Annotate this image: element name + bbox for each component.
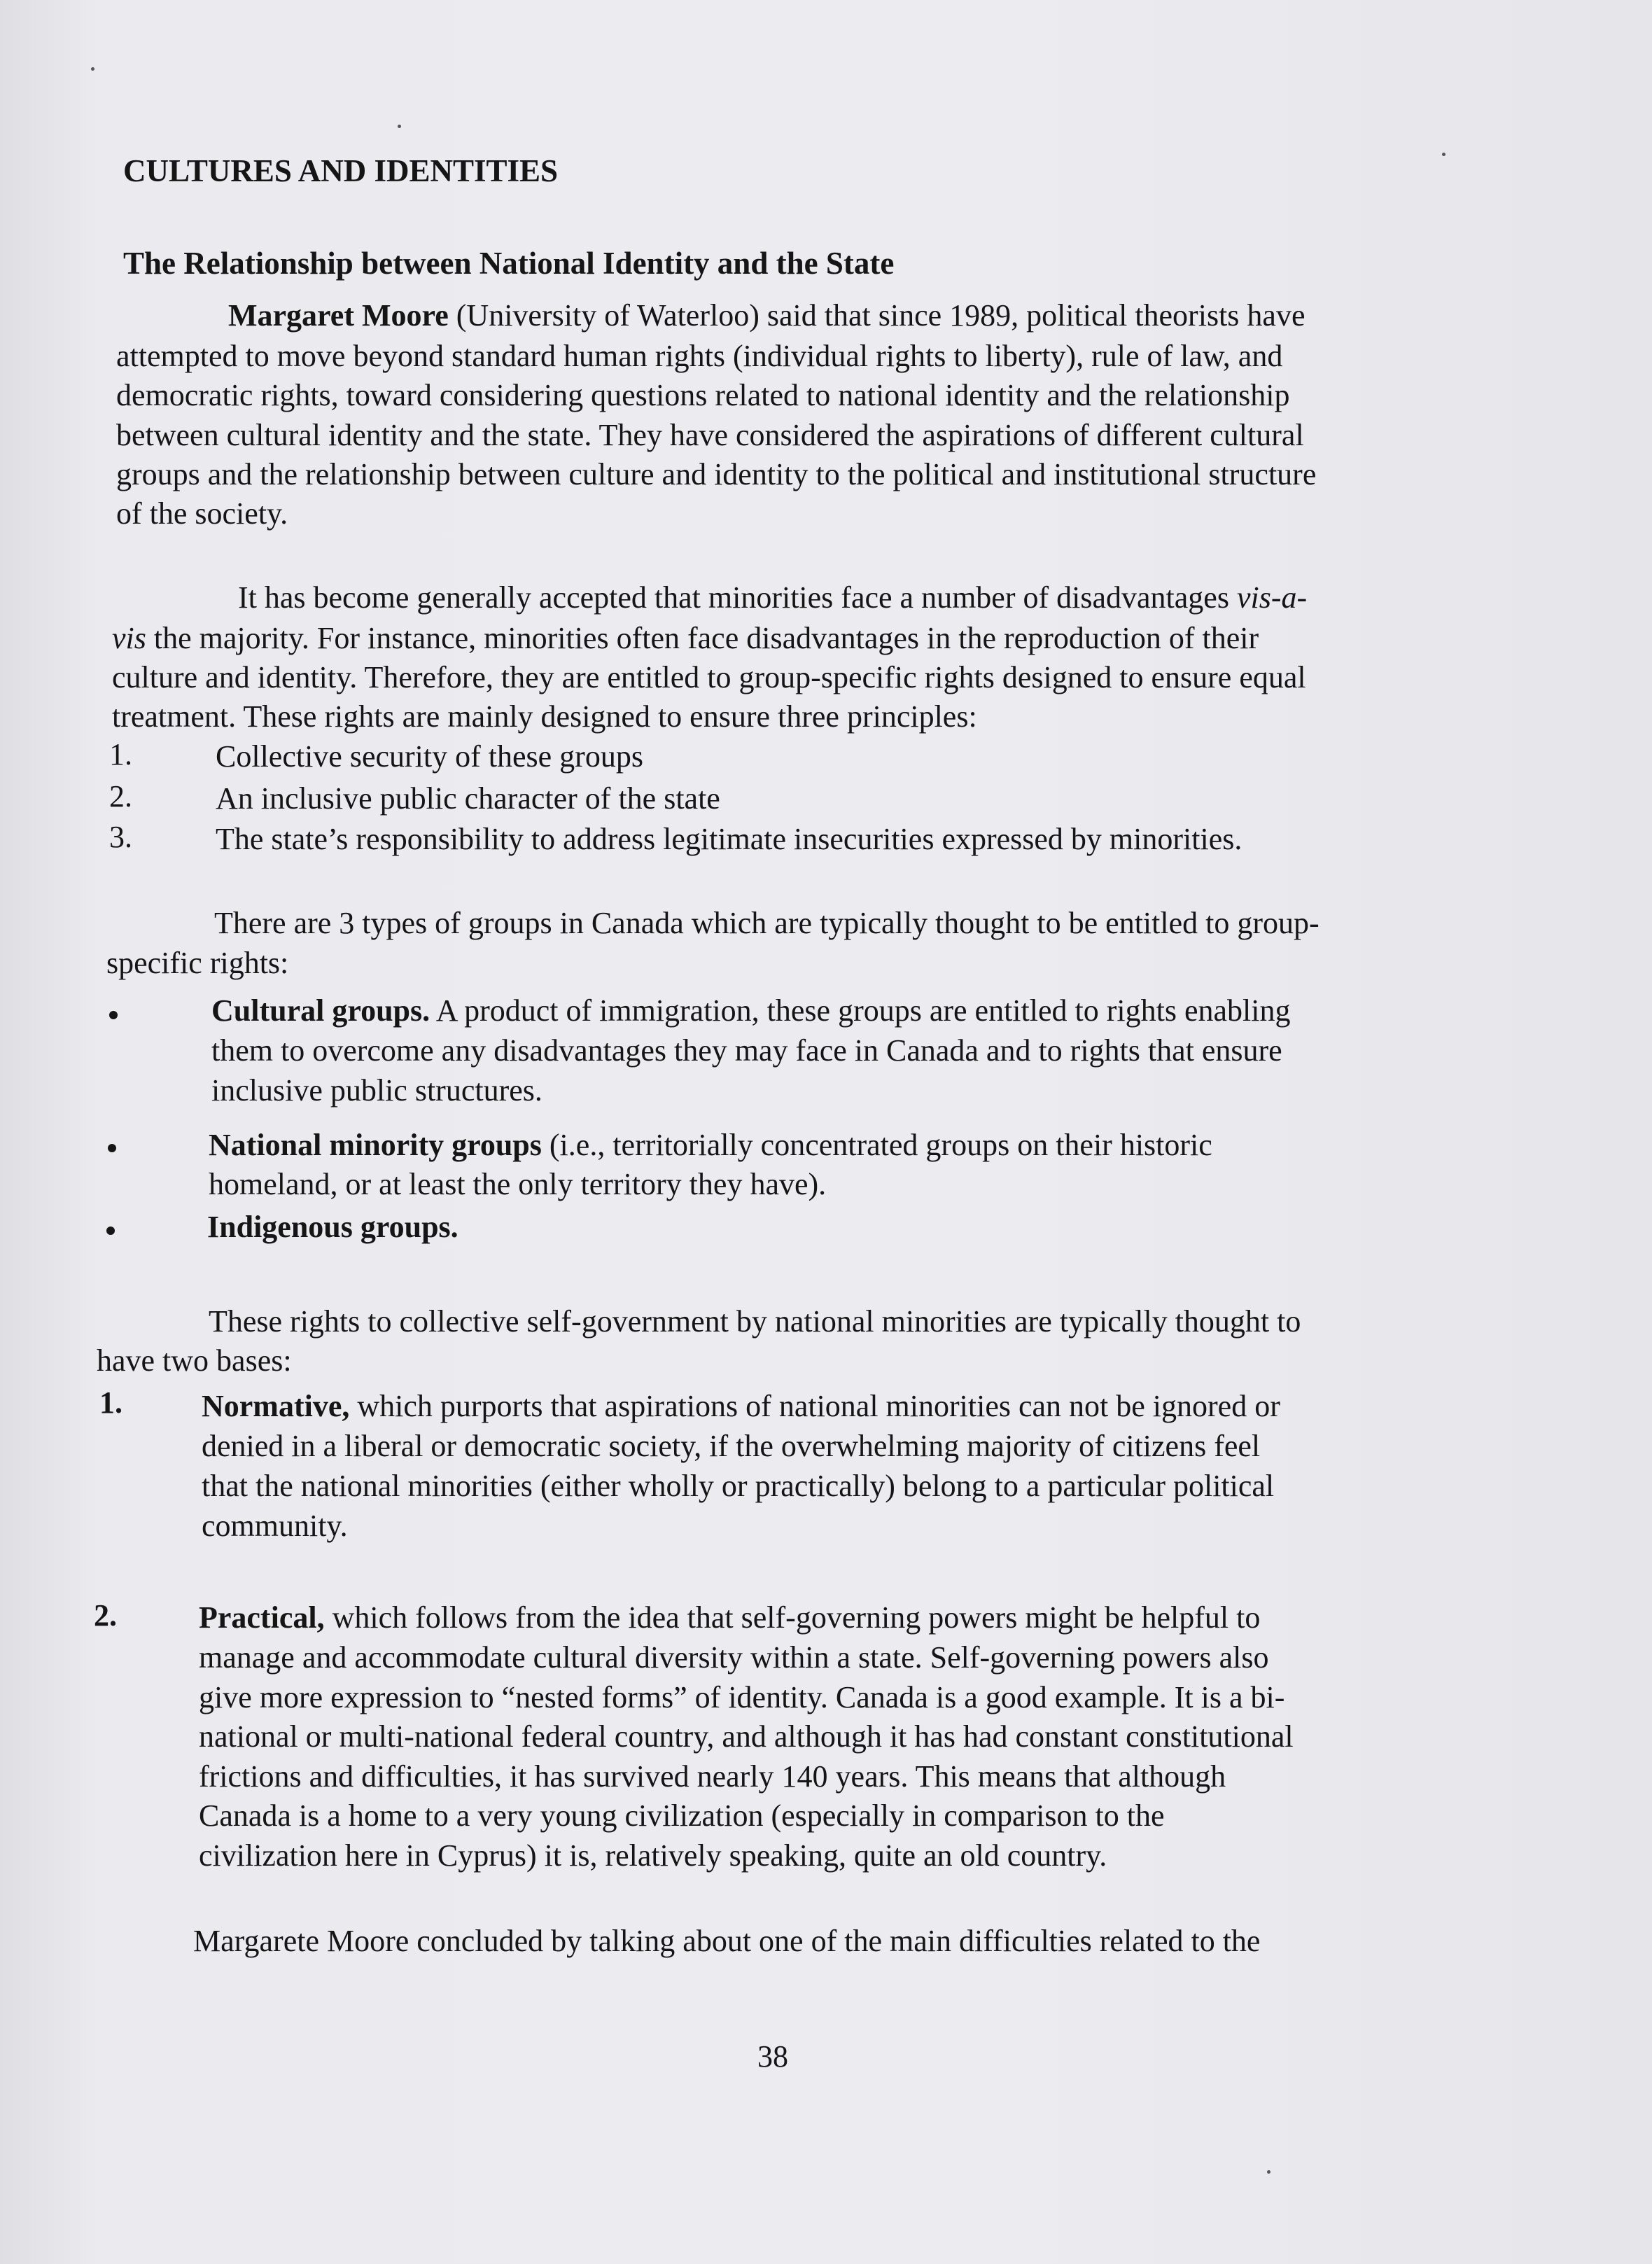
p2-line-3: culture and identity. Therefore, they are entitled to group-specific rights designed to ensure equal [112, 660, 1306, 694]
bullet-icon [106, 1227, 115, 1235]
principle-item: Collective security of these groups [216, 739, 643, 774]
scan-speck [91, 67, 94, 71]
p3-line-1: There are 3 types of groups in Canada which are typically thought to be entitled to group- [214, 906, 1320, 940]
basis-1-line-1: Normative, which purports that aspirations of national minorities can not be ignored or [202, 1389, 1280, 1423]
p2-line-1: It has become generally accepted that minorities face a number of disadvantages vis-a- [238, 580, 1308, 615]
group-item-1-line-2: them to overcome any disadvantages they may face in Canada and to rights that ensure [211, 1033, 1282, 1068]
page-number: 38 [757, 2039, 788, 2074]
scan-speck [398, 125, 401, 128]
scan-speck [1267, 2170, 1270, 2174]
bullet-icon [109, 1011, 118, 1019]
principle-number: 1. [109, 737, 132, 771]
basis-1-line-2: denied in a liberal or democratic society, if the overwhelming majority of citizens feel [202, 1429, 1261, 1463]
p3-line-2: specific rights: [106, 946, 289, 980]
p1-line-3: democratic rights, toward considering questions related to national identity and the relationship [116, 378, 1290, 412]
p1-line-4: between cultural identity and the state. They have considered the aspirations of different cultural [116, 418, 1304, 452]
p1-line-5: groups and the relationship between culture and identity to the political and institutional structure [116, 457, 1317, 491]
basis-term: Normative, [202, 1389, 350, 1423]
speaker-name: Margaret Moore [228, 298, 449, 333]
p4-line-1: These rights to collective self-government by national minorities are typically thought to [209, 1304, 1301, 1339]
basis-number: 2. [94, 1598, 117, 1633]
basis-2-line-3: give more expression to “nested forms” of identity. Canada is a good example. It is a bi- [199, 1680, 1285, 1714]
principle-item: An inclusive public character of the state [216, 781, 720, 816]
p4-line-2: have two bases: [97, 1343, 292, 1378]
basis-number: 1. [99, 1385, 122, 1420]
group-term: Indigenous groups. [207, 1210, 458, 1244]
basis-2-line-5: frictions and difficulties, it has survived nearly 140 years. This means that although [199, 1759, 1226, 1794]
p1-line-6: of the society. [116, 496, 288, 531]
section-title: CULTURES AND IDENTITIES [123, 153, 559, 188]
group-item-2-line-1: National minority groups (i.e., territorially concentrated groups on their historic [209, 1128, 1212, 1162]
group-item-1-line-1: Cultural groups. A product of immigration, these groups are entitled to rights enabling [211, 993, 1291, 1028]
principle-number: 3. [109, 820, 132, 854]
basis-2-line-4: national or multi-national federal country, and although it has had constant constitutional [199, 1719, 1294, 1754]
p5-line-1: Margarete Moore concluded by talking about one of the main difficulties related to the [193, 1924, 1261, 1958]
p1-line-2: attempted to move beyond standard human rights (individual rights to liberty), rule of law, and [116, 339, 1283, 373]
basis-term: Practical, [199, 1600, 325, 1635]
basis-2-line-6: Canada is a home to a very young civilization (especially in comparison to the [199, 1798, 1165, 1833]
group-term: National minority groups [209, 1128, 542, 1162]
p2-line-2: vis the majority. For instance, minorities often face disadvantages in the reproduction of their [112, 621, 1259, 655]
basis-1-line-4: community. [202, 1509, 348, 1543]
bullet-icon [108, 1144, 116, 1152]
group-term: Cultural groups. [211, 993, 430, 1028]
basis-1-line-3: that the national minorities (either wholly or practically) belong to a particular political [202, 1469, 1275, 1503]
principle-item: The state’s responsibility to address legitimate insecurities expressed by minorities. [216, 822, 1242, 856]
group-item-3-line-1 [207, 1209, 458, 1245]
principle-number: 2. [109, 779, 132, 813]
group-item-2-line-2: homeland, or at least the only territory they have). [209, 1167, 827, 1201]
basis-2-line-7: civilization here in Cyprus) it is, relatively speaking, quite an old country. [199, 1838, 1107, 1873]
scan-speck [1442, 153, 1446, 156]
p2-line-4: treatment. These rights are mainly designed to ensure three principles: [112, 699, 977, 734]
basis-2-line-2: manage and accommodate cultural diversity within a state. Self-governing powers also [199, 1640, 1269, 1675]
p1-line-1: Margaret Moore (University of Waterloo) said that since 1989, political theorists have [228, 298, 1306, 333]
basis-2-line-1: Practical, which follows from the idea that self-governing powers might be helpful to [199, 1600, 1261, 1635]
group-item-1-line-3: inclusive public structures. [211, 1073, 542, 1107]
subtitle: The Relationship between National Identity and the State [123, 246, 895, 281]
